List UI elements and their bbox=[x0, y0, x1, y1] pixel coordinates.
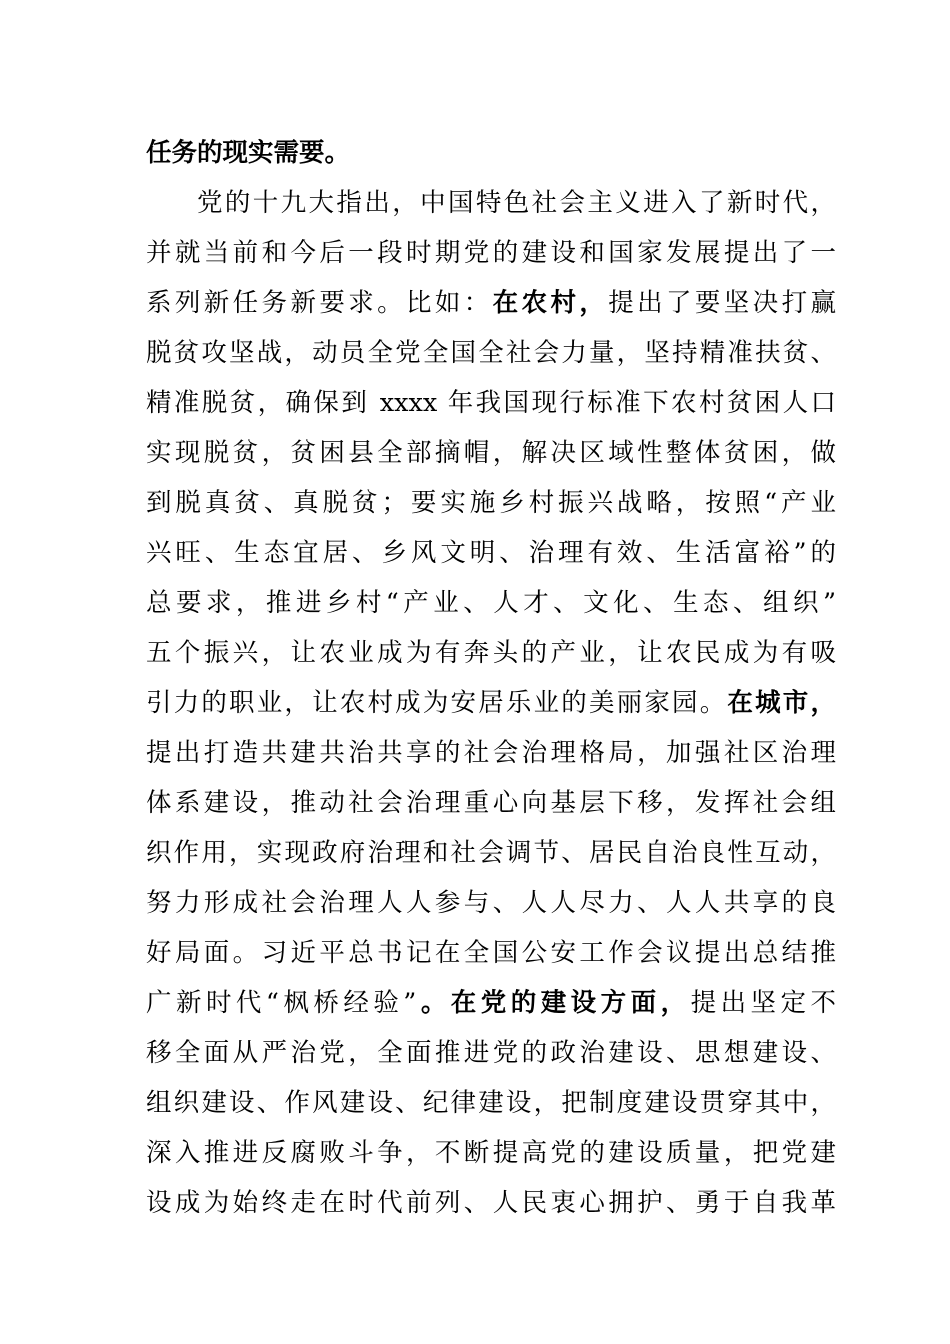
text-line bbox=[146, 883, 836, 923]
text-line bbox=[146, 633, 836, 673]
text-line bbox=[146, 733, 836, 773]
text-run: 脱贫攻坚战，动员全党全国全社会力量，坚持精准扶贫、 bbox=[146, 338, 836, 368]
text-run: 党的十九大指出，中国特色社会主义进入了新时代， bbox=[197, 188, 836, 218]
text-line bbox=[146, 1033, 836, 1073]
text-run: 移全面从严治党，全面推进党的政治建设、思想建设、 bbox=[146, 1038, 836, 1068]
text-line bbox=[146, 483, 836, 523]
text-line bbox=[146, 933, 836, 973]
text-run: 织作用，实现政府治理和社会调节、居民自治良性互动， bbox=[146, 838, 836, 868]
text-run: 体系建设，推动社会治理重心向基层下移，发挥社会组 bbox=[146, 788, 836, 818]
text-run: 深入推进反腐败斗争，不断提高党的建设质量，把党建 bbox=[146, 1138, 836, 1168]
bold-text-run: 在农村， bbox=[492, 288, 609, 318]
text-run: 实现脱贫，贫困县全部摘帽，解决区域性整体贫困，做 bbox=[146, 438, 836, 468]
bold-text-run: 任务的现实需要。 bbox=[146, 138, 351, 168]
text-run: 组织建设、作风建设、纪律建设，把制度建设贯穿其中， bbox=[146, 1088, 836, 1118]
bold-text-run: 在城市， bbox=[727, 688, 836, 718]
text-line bbox=[146, 1183, 836, 1223]
text-line bbox=[146, 783, 836, 823]
text-run: 五个振兴，让农业成为有奔头的产业，让农民成为有吸 bbox=[146, 638, 836, 668]
text-run: 总要求，推进乡村“产业、人才、文化、生态、组织” bbox=[146, 588, 836, 618]
text-line bbox=[146, 983, 836, 1023]
text-line bbox=[146, 133, 836, 173]
text-run: 提出打造共建共治共享的社会治理格局，加强社区治理 bbox=[146, 738, 836, 768]
text-line bbox=[197, 183, 836, 223]
text-line bbox=[146, 283, 836, 323]
text-line bbox=[146, 383, 836, 423]
text-run: 引力的职业，让农村成为安居乐业的美丽家园。 bbox=[146, 688, 728, 718]
text-line bbox=[146, 1133, 836, 1173]
text-run: 提出坚定不 bbox=[690, 988, 836, 1018]
text-run: 好局面。习近平总书记在全国公安工作会议提出总结推 bbox=[146, 938, 836, 968]
text-line bbox=[146, 833, 836, 873]
text-run: 设成为始终走在时代前列、人民衷心拥护、勇于自我革 bbox=[146, 1188, 836, 1218]
text-run: 到脱真贫、真脱贫；要实施乡村振兴战略，按照“产业 bbox=[146, 488, 836, 518]
text-line bbox=[146, 683, 836, 723]
text-run: 系列新任务新要求。比如： bbox=[146, 288, 493, 318]
text-run: 并就当前和今后一段时期党的建设和国家发展提出了一 bbox=[146, 238, 836, 268]
text-line bbox=[146, 533, 836, 573]
text-line bbox=[146, 433, 836, 473]
text-line bbox=[146, 1083, 836, 1123]
bold-text-run: 。在党的建设方面， bbox=[416, 988, 691, 1018]
text-line bbox=[146, 233, 836, 273]
text-run: 兴旺、生态宜居、乡风文明、治理有效、生活富裕”的 bbox=[146, 538, 836, 568]
text-run: 努力形成社会治理人人参与、人人尽力、人人共享的良 bbox=[146, 888, 836, 918]
text-run: 广新时代“枫桥经验” bbox=[146, 988, 417, 1018]
text-line bbox=[146, 583, 836, 623]
text-run: 提出了要坚决打赢 bbox=[608, 288, 836, 318]
text-run: 精准脱贫，确保到 xxxx 年我国现行标准下农村贫困人口 bbox=[146, 388, 836, 418]
text-line bbox=[146, 333, 836, 373]
